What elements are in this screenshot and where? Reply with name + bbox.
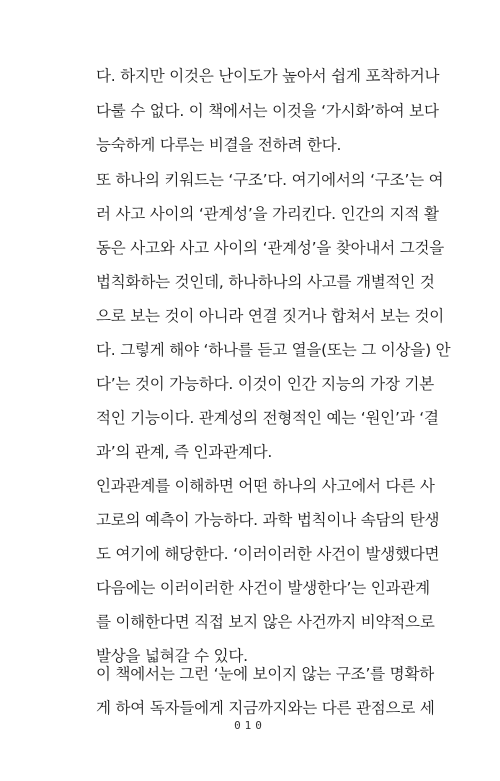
text-line: 이 책에서는 그런 ‘눈에 보이지 않는 구조’를 명확하	[96, 665, 435, 683]
text-line: 발상을 넓혀갈 수 있다.	[96, 647, 248, 665]
text-line: 능숙하게 다루는 비결을 전하려 한다.	[96, 136, 342, 154]
text-line: 법칙화하는 것인데, 하나하나의 사고를 개별적인 것	[96, 273, 435, 291]
text-line: 러 사고 사이의 ‘관계성’을 가리킨다. 인간의 지적 활	[96, 205, 439, 223]
text-line: 게 하여 독자들에게 지금까지와는 다른 관점으로 세	[96, 699, 435, 717]
text-line: 적인 기능이다. 관계성의 전형적인 예는 ‘원인’과 ‘결	[96, 409, 439, 427]
text-line: 또 하나의 키워드는 ‘구조’다. 여기에서의 ‘구조’는 여	[96, 171, 444, 189]
text-line: 다음에는 이러이러한 사건이 발생한다’는 인과관계	[96, 579, 430, 597]
text-line: 다’는 것이 가능하다. 이것이 인간 지능의 가장 기본	[96, 375, 435, 393]
text-line: 과’의 관계, 즉 인과관계다.	[96, 443, 273, 461]
text-line: 도 여기에 해당한다. ‘이러이러한 사건이 발생했다면	[96, 545, 440, 563]
text-line: 다룰 수 없다. 이 책에서는 이것을 ‘가시화’하여 보다	[96, 102, 439, 120]
text-line: 를 이해한다면 직접 보지 않은 사건까지 비약적으로	[96, 613, 435, 631]
text-line: 고로의 예측이 가능하다. 과학 법칙이나 속담의 탄생	[96, 511, 440, 529]
text-line: 동은 사고와 사고 사이의 ‘관계성’을 찾아내서 그것을	[96, 239, 445, 257]
text-line: 다. 그렇게 해야 ‘하나를 듣고 열을(또는 그 이상을) 안	[96, 341, 451, 359]
page-number: 010	[234, 719, 266, 732]
text-line: 으로 보는 것이 아니라 연결 짓거나 합쳐서 보는 것이	[96, 307, 445, 325]
text-line: 인과관계를 이해하면 어떤 하나의 사고에서 다른 사	[96, 477, 435, 495]
text-line: 다. 하지만 이것은 난이도가 높아서 쉽게 포착하거나	[96, 67, 440, 85]
